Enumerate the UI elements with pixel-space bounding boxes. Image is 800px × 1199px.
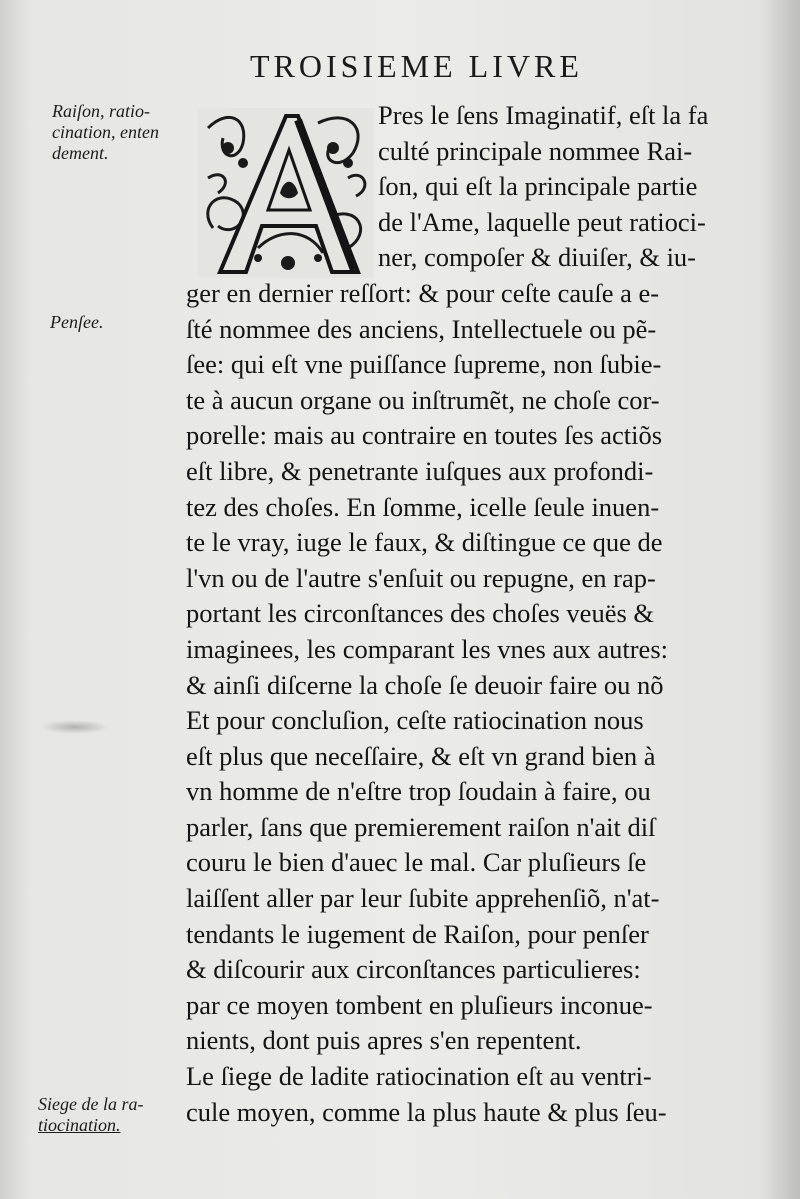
text-line: tendants le iugement de Raiſon, pour penſer xyxy=(186,918,649,949)
text-line: l'vn ou de l'autre s'enſuit ou repugne, en rap- xyxy=(186,562,656,593)
sidenote-pensee xyxy=(50,312,103,333)
text-line: vn homme de n'eſtre trop ſoudain à faire, ou xyxy=(186,776,651,807)
text-line: couru le bien d'auec le mal. Car pluſieurs ſe xyxy=(186,847,647,878)
text-line: te le vray, iuge le faux, & diſtingue ce que de xyxy=(186,527,663,558)
text-line: te à aucun organe ou inſtrumẽt, ne choſe cor- xyxy=(186,384,660,415)
ink-smudge xyxy=(40,720,110,734)
text-line: laiſſent aller par leur ſubite apprehenſiõ, n'at- xyxy=(186,883,660,914)
text-line: parler, ſans que premierement raiſon n'ait diſ xyxy=(186,811,656,842)
sidenote-line: Raiſon, ratio- xyxy=(52,101,150,121)
body-text xyxy=(186,98,761,1130)
text-line: eſt libre, & penetrante iuſques aux profondi- xyxy=(186,455,654,486)
text-line: Le ſiege de ladite ratiocination eſt au ventri- xyxy=(186,1061,652,1092)
text-line: ſon, qui eſt la principale partie xyxy=(378,171,698,202)
text-line: culté principale nommee Rai- xyxy=(378,135,693,166)
sidenote-line: Penſee. xyxy=(50,312,104,332)
sidenote-line: cination, enten xyxy=(52,122,159,142)
text-line: cule moyen, comme la plus haute & plus ſeu- xyxy=(186,1096,667,1127)
text-line: eſt plus que neceſſaire, & eſt vn grand bien à xyxy=(186,740,656,771)
text-line: & diſcourir aux circonſtances particulieres: xyxy=(186,954,641,985)
sidenote-line: dement. xyxy=(52,143,109,163)
sidenote-line: Siege de la ra- xyxy=(38,1094,144,1114)
text-line: Et pour concluſion, ceſte ratiocination nous xyxy=(186,705,644,736)
running-head: TROISIEME LIVRE xyxy=(250,48,583,84)
sidenote-line: tiocination. xyxy=(38,1115,121,1135)
sidenote-siege xyxy=(38,1094,143,1136)
text-line: imaginees, les comparant les vnes aux autres: xyxy=(186,633,668,664)
text-line: nients, dont puis apres s'en repentent. xyxy=(186,1025,582,1056)
text-line: par ce moyen tombent en pluſieurs inconue- xyxy=(186,989,653,1020)
text-line: de l'Ame, laquelle peut ratioci- xyxy=(378,206,706,237)
text-line: tez des choſes. En ſomme, icelle ſeule inuen- xyxy=(186,491,660,522)
text-line: ner, compoſer & diuiſer, & iu- xyxy=(378,242,696,273)
text-line: ger en dernier reſſort: & pour ceſte cauſe a e- xyxy=(186,277,660,308)
text-line: porelle: mais au contraire en toutes ſes actiõs xyxy=(186,420,663,451)
text-line: ſee: qui eſt vne puiſſance ſupreme, non ſubie- xyxy=(186,349,662,380)
text-line: portant les circonſtances des choſes veuës & xyxy=(186,598,655,629)
text-line: Pres le ſens Imaginatif, eſt la fa xyxy=(378,100,709,130)
text-line: ſté nommee des anciens, Intellectuele ou pẽ- xyxy=(186,313,657,344)
sidenote-raison xyxy=(52,101,159,164)
text-line: & ainſi diſcerne la choſe ſe deuoir faire ou nõ xyxy=(186,669,664,700)
